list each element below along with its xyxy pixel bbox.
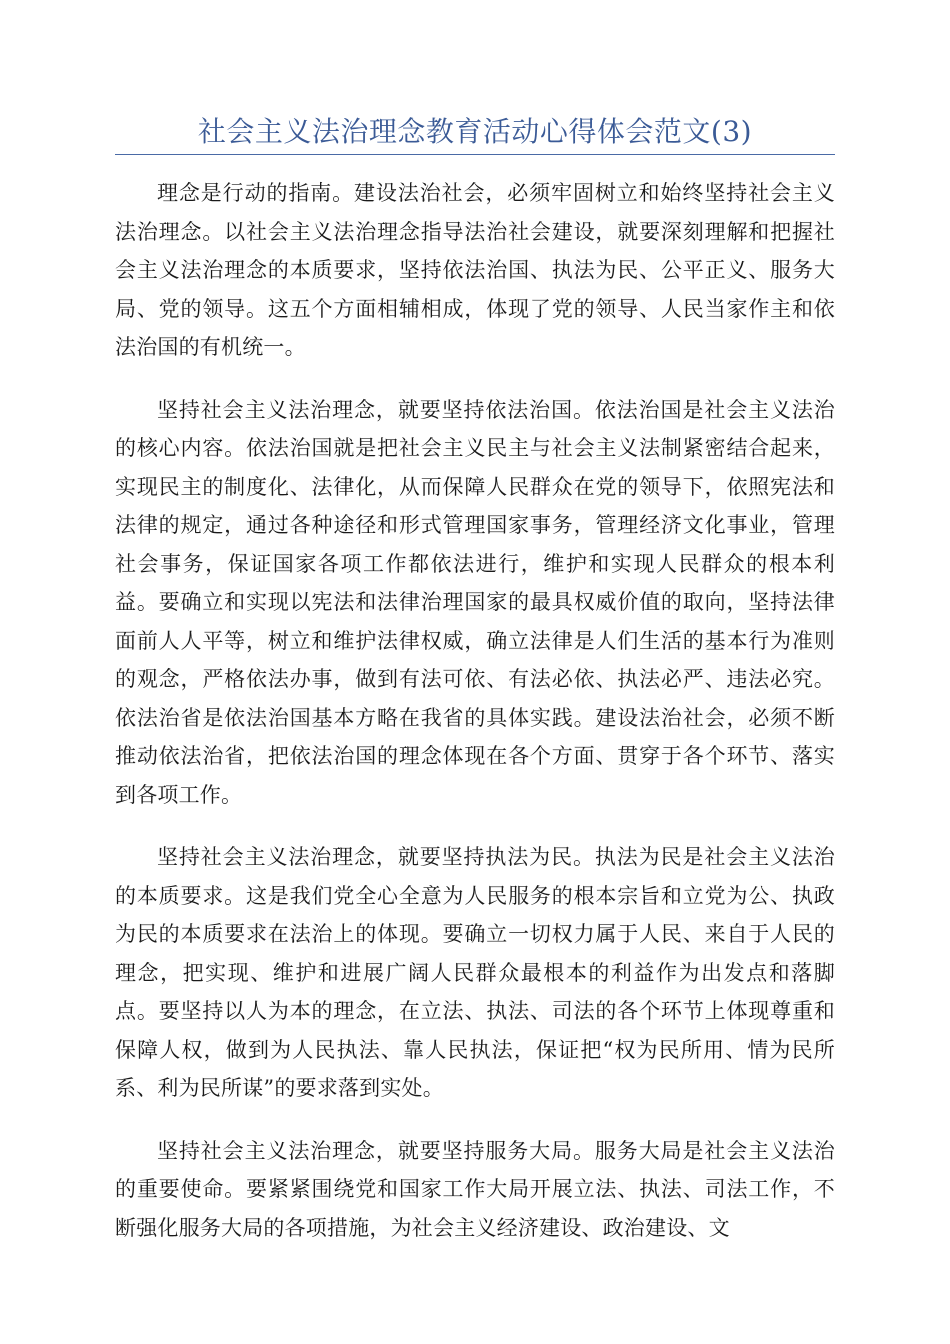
paragraph-4: 坚持社会主义法治理念，就要坚持服务大局。服务大局是社会主义法治的重要使命。要紧紧围绕党和国家工作大局开展立法、执法、司法工作，不断强化服务大局的各项措施，为社会主义经济建设、政治建设、文	[115, 1138, 835, 1240]
title-underline	[115, 154, 835, 155]
document-title: 社会主义法治理念教育活动心得体会范文(3)	[197, 115, 753, 148]
paragraph-1: 理念是行动的指南。建设法治社会，必须牢固树立和始终坚持社会主义法治理念。以社会主义法治理念指导法治社会建设，就要深刻理解和把握社会主义法治理念的本质要求，坚持依法治国、执法为民、公平正义、服务大局、党的领导。这五个方面相辅相成，体现了党的领导、人民当家作主和依法治国的有机统一。	[115, 181, 835, 359]
document-body	[115, 174, 835, 1271]
paragraph-3: 坚持社会主义法治理念，就要坚持执法为民。执法为民是社会主义法治的本质要求。这是我们党全心全意为人民服务的根本宗旨和立党为公、执政为民的本质要求在法治上的体现。要确立一切权力属于人民、来自于人民的理念，把实现、维护和进展广阔人民群众最根本的利益作为出发点和落脚点。要坚持以人为本的理念，在立法、执法、司法的各个环节上体现尊重和保障人权，做到为人民执法、靠人民执法，保证把“权为民所用、情为民所系、利为民所谋”的要求落到实处。	[115, 845, 835, 1100]
paragraph-2: 坚持社会主义法治理念，就要坚持依法治国。依法治国是社会主义法治的核心内容。依法治国就是把社会主义民主与社会主义法制紧密结合起来，实现民主的制度化、法律化，从而保障人民群众在党的领导下，依照宪法和法律的规定，通过各种途径和形式管理国家事务，管理经济文化事业，管理社会事务，保证国家各项工作都依法进行，维护和实现人民群众的根本利益。要确立和实现以宪法和法律治理国家的最具权威价值的取向，坚持法律面前人人平等，树立和维护法律权威，确立法律是人们生活的基本行为准则的观念，严格依法办事，做到有法可依、有法必依、执法必严、违法必究。依法治省是依法治国基本方略在我省的具体实践。建设法治社会，必须不断推动依法治省，把依法治国的理念体现在各个方面、贯穿于各个环节、落实到各项工作。	[115, 397, 835, 807]
